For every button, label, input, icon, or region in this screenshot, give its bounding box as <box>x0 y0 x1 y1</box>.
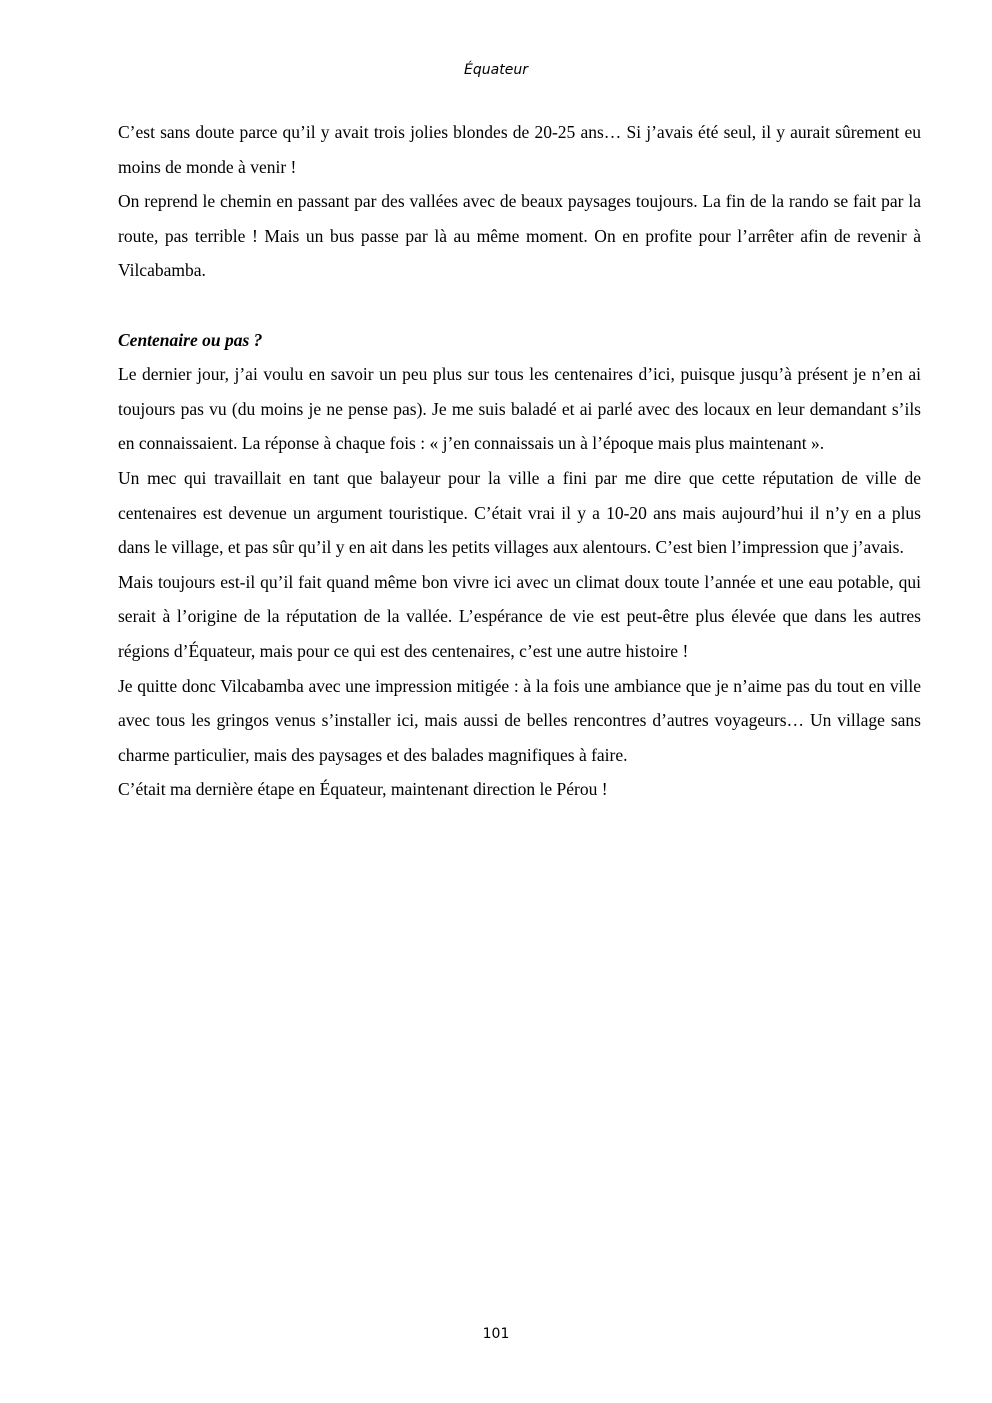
paragraph-street-sweeper: Un mec qui travaillait en tant que balayeur pour la ville a fini par me dire que cette réputation de ville de centenaires est devenue un argument touristique. C’était vrai il y a 10-20 ans mais aujourd’hui il n’y en a plus dans le village, et pas sûr qu’il y en ait dans les petits villages aux alentours. C’est bien l’impression que j’avais. <box>118 467 921 558</box>
paragraph-last-stage: C’était ma dernière étape en Équateur, maintenant direction le Pérou ! <box>118 779 608 800</box>
paragraph-blondes: C’est sans doute parce qu’il y avait trois jolies blondes de 20-25 ans… Si j’avais été seul, il y aurait sûrement eu moins de monde à venir ! <box>118 122 921 177</box>
paragraph-climate: Mais toujours est-il qu’il fait quand même bon vivre ici avec un climat doux toute l’année et une eau potable, qui serait à l’origine de la réputation de la vallée. L’espérance de vie est peut-être plus élevée que dans les autres régions d’Équateur, mais pour ce qui est des centenaires, c’est une autre histoire ! <box>118 571 921 661</box>
section-spacer <box>118 288 921 323</box>
page-number: 101 <box>482 1326 510 1342</box>
paragraph-last-day: Le dernier jour, j’ai voulu en savoir un peu plus sur tous les centenaires d’ici, puisque jusqu’à présent je n’en ai toujours pas vu (du moins je ne pense pas). Je me suis baladé et ai parlé avec des locaux en leur demandant s’ils en connaissaient. La réponse à chaque fois : « j’en connaissais un à l’époque mais plus maintenant ». <box>118 364 921 454</box>
section-title: Centenaire ou pas ? <box>118 329 263 350</box>
paragraph-leaving: Je quitte donc Vilcabamba avec une impression mitigée : à la fois une ambiance que je n’aime pas du tout en ville avec tous les gringos venus s’installer ici, mais aussi de belles rencontres d’autres voyageurs… Un village sans charme particulier, mais des paysages et des balades magnifiques à faire. <box>118 675 921 765</box>
paragraph-hike-return: On reprend le chemin en passant par des vallées avec de beaux paysages toujours. La fin de la rando se fait par la route, pas terrible ! Mais un bus passe par là au même moment. On en profite pour l’arrêter afin de revenir à Vilcabamba. <box>118 191 921 281</box>
running-header: Équateur <box>464 62 528 78</box>
page-body <box>118 115 921 807</box>
